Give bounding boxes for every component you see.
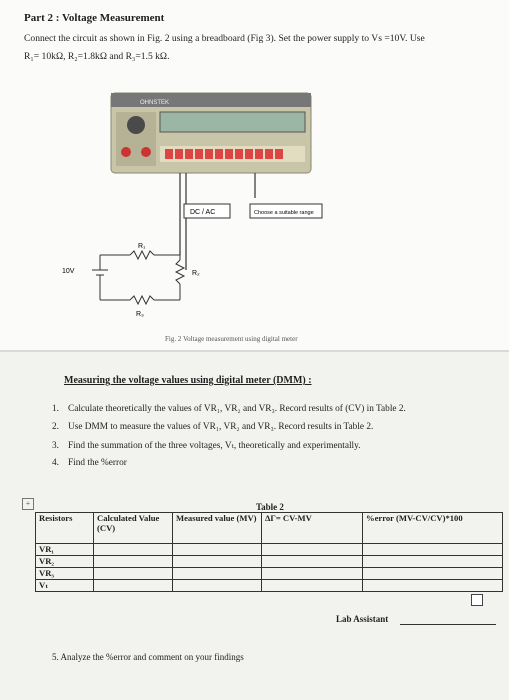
source-label: 10V [62, 268, 75, 275]
row-label: VR₃ [36, 568, 94, 580]
question-5: 5. Analyze the %error and comment on your findings [52, 652, 244, 662]
cell-error[interactable] [363, 580, 503, 592]
row-label: Vₜ [36, 580, 94, 592]
results-table [35, 512, 503, 592]
step-item: 1. Calculate theoretically the values of VR₁, VR₂ and VR₃. Record results of (CV) in Table 2. [52, 404, 406, 414]
part-title: Part 2 : Voltage Measurement [24, 12, 165, 24]
range-label: Choose a suitable range [254, 210, 314, 216]
step-item: 3. Find the summation of the three voltages, Vₜ, theoretically and experimentally. [52, 441, 361, 451]
section-title: Measuring the voltage values using digital meter (DMM) : [64, 375, 312, 386]
meter-display [160, 112, 305, 132]
header-delta: ΔΓ= CV-MV [262, 513, 363, 544]
cell-measured[interactable] [173, 580, 262, 592]
cell-error[interactable] [363, 544, 503, 556]
cell-calculated[interactable] [94, 544, 173, 556]
lab-assistant-label: Lab Assistant [336, 614, 389, 624]
cell-measured[interactable] [173, 544, 262, 556]
r1-label: R₁ [138, 243, 146, 250]
cell-measured[interactable] [173, 556, 262, 568]
circuit-figure [0, 80, 509, 335]
cell-delta[interactable] [262, 544, 363, 556]
cell-calculated[interactable] [94, 580, 173, 592]
cell-error[interactable] [363, 568, 503, 580]
table-resize-handle[interactable] [471, 594, 483, 606]
cell-measured[interactable] [173, 568, 262, 580]
cell-error[interactable] [363, 556, 503, 568]
dc-ac-label: DC / AC [190, 209, 216, 216]
row-label: VR₁ [36, 544, 94, 556]
cell-calculated[interactable] [94, 568, 173, 580]
intro-text [24, 30, 494, 66]
meter-brand: OHNSTEK [140, 100, 170, 106]
intro-line-1: Connect the circuit as shown in Fig. 2 using a breadboard (Fig 3). Set the power supply to Vs =10V. Use [24, 33, 425, 44]
table-row [36, 544, 503, 556]
step-item: 2. Use DMM to measure the values of VR₁, VR₂ and VR₃. Record results in Table 2. [52, 422, 374, 432]
table-header-row [36, 513, 503, 544]
cell-delta[interactable] [262, 568, 363, 580]
header-resistors: Resistors [36, 513, 94, 544]
figure-caption: Fig. 2 Voltage measurement using digital meter [165, 335, 298, 343]
table-caption: Table 2 [256, 502, 284, 512]
table-row [36, 556, 503, 568]
cell-delta[interactable] [262, 580, 363, 592]
steps-list [52, 404, 406, 476]
r3-label: R₃ [136, 311, 144, 318]
step-item: 4. Find the %error [52, 458, 127, 468]
header-error: %error (MV-CV/CV)*100 [363, 513, 503, 544]
dc-ac-box [184, 204, 230, 218]
row-label: VR₂ [36, 556, 94, 568]
range-box [250, 204, 322, 218]
table-row [36, 580, 503, 592]
digital-multimeter [111, 93, 311, 173]
meter-dial [127, 116, 145, 134]
cell-delta[interactable] [262, 556, 363, 568]
intro-line-2: R₁= 10kΩ, R₂=1.8kΩ and R₃=1.5 kΩ. [24, 51, 170, 62]
table-move-icon[interactable]: + [22, 498, 34, 510]
page-divider [0, 350, 509, 352]
header-calculated: Calculated Value (CV) [94, 513, 173, 544]
signature-line [400, 624, 496, 625]
header-measured: Measured value (MV) [173, 513, 262, 544]
table-row [36, 568, 503, 580]
r2-label: R₂ [192, 270, 200, 277]
cell-calculated[interactable] [94, 556, 173, 568]
